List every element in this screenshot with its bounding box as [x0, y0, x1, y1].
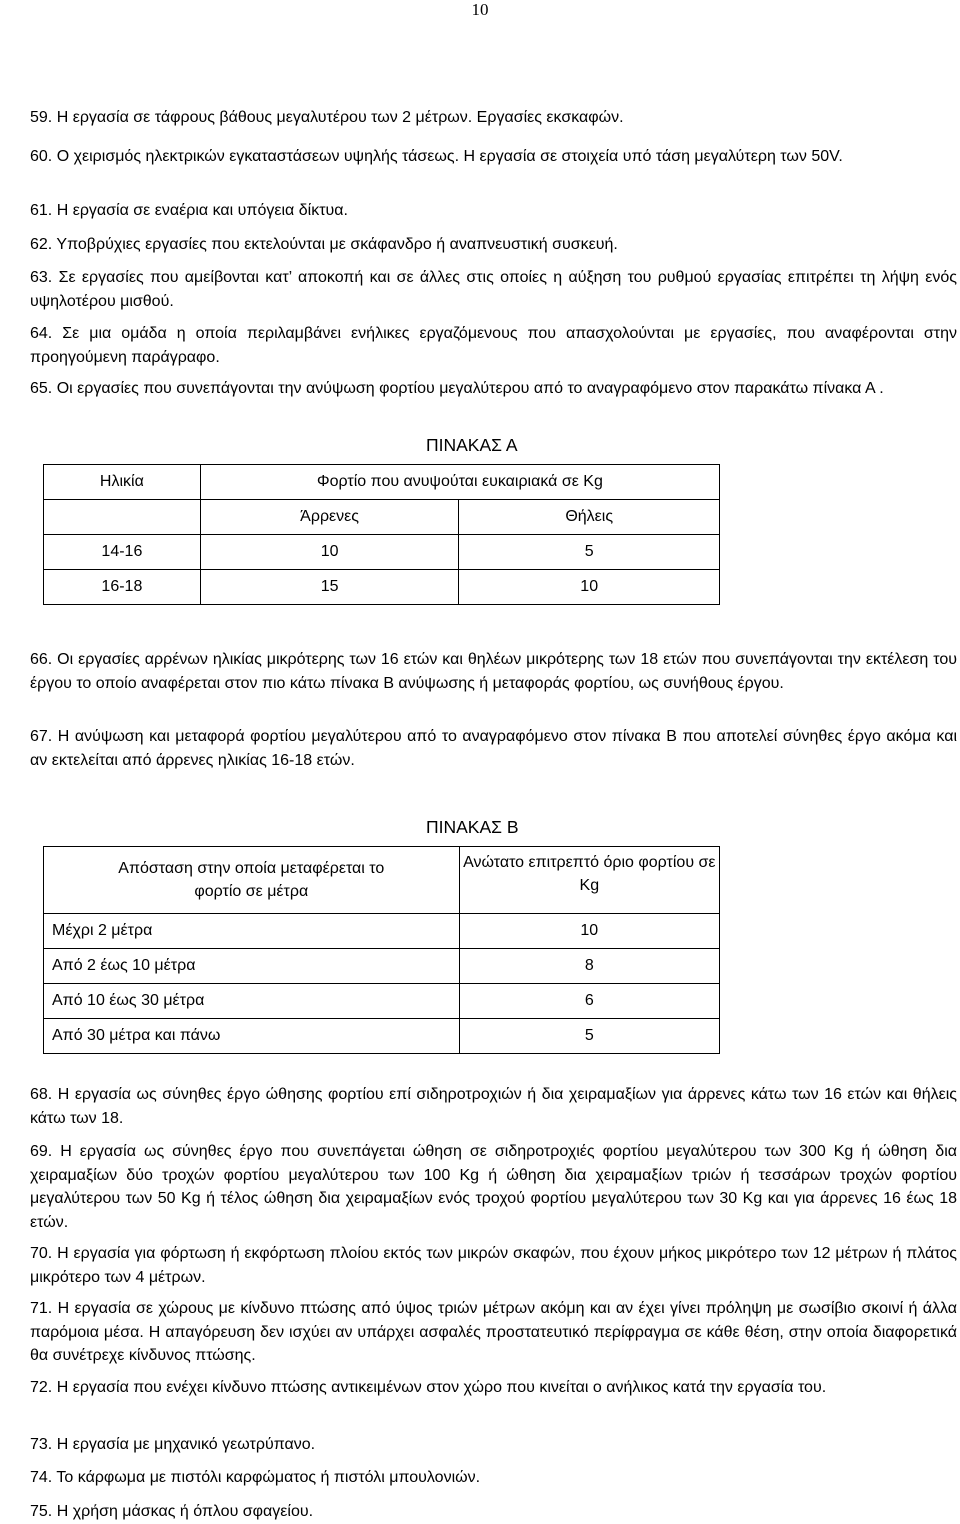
table-a	[43, 464, 720, 605]
list-item: 70. Η εργασία για φόρτωση ή εκφόρτωση πλοίου εκτός των μικρών σκαφών, που έχουν μήκος μικρότερο των 12 μέτρων ή πλάτος μικρότερο των 4 μέτρων.	[30, 1245, 957, 1286]
list-item: 63. Σε εργασίες που αμείβονται κατ’ αποκοπή και σε άλλες στις οποίες η αύξηση του ρυθμού εργασίας επιτρέπει τη λήψη ενός υψηλοτέρου μισθού.	[30, 269, 957, 310]
list-item: 71. Η εργασία σε χώρους με κίνδυνο πτώσης από ύψος τριών μέτρων ακόμη και αν έχει γίνει πρόληψη με σωσίβιο σκοινί ή άλλα παρόμοια μέσα. Η απαγόρευση δεν ισχύει αν υπάρχει ασφαλές προστατευτικό περίφραγμα σε κάθε θέση, στην οποία διαφορετικά θα συνέτρεχε κίνδυνος πτώσης.	[30, 1300, 957, 1364]
table-row	[44, 949, 720, 984]
table-header-row	[44, 465, 720, 500]
table-header-row	[44, 847, 720, 914]
table-row	[44, 914, 720, 949]
list-item: 64. Σε μια ομάδα η οποία περιλαμβάνει ενήλικες εργαζόμενους που απασχολούνται με εργασίες, που αναφέρονται στην προηγούμενη παράγραφο.	[30, 325, 957, 366]
cell-limit: 8	[459, 949, 719, 984]
column-header-load: Φορτίο που ανυψούται ευκαιριακά σε Kg	[200, 465, 719, 500]
column-header-distance	[44, 847, 460, 914]
column-header-distance-text: Απόσταση στην οποία μεταφέρεται το φορτίο σε μέτρα	[118, 860, 385, 900]
list-item: 74. Το κάρφωμα με πιστόλι καρφώματος ή πιστόλι μπουλονιών.	[30, 1469, 481, 1486]
cell-distance: Από 10 έως 30 μέτρα	[44, 984, 460, 1019]
table-row	[44, 984, 720, 1019]
cell-limit: 10	[459, 914, 719, 949]
cell-age: 14-16	[44, 535, 201, 570]
list-item: 60. Ο χειρισμός ηλεκτρικών εγκαταστάσεων υψηλής τάσεως. Η εργασία σε στοιχεία υπό τάση μεγαλύτερη των 50V.	[30, 148, 843, 165]
list-item: 62. Υποβρύχιες εργασίες που εκτελούνται με σκάφανδρο ή αναπνευστική συσκευή.	[30, 236, 618, 253]
cell-limit: 5	[459, 1019, 719, 1054]
table-b-title: ΠΙΝΑΚΑΣ Β	[426, 817, 519, 837]
table-row	[44, 570, 720, 605]
list-item: 67. Η ανύψωση και μεταφορά φορτίου μεγαλύτερου από το αναγραφόμενο στον πίνακα Β που αποτελεί σύνηθες έργο ακόμα και αν εκτελείται από άρρενες ηλικίας 16-18 ετών.	[30, 728, 957, 769]
list-item: 61. Η εργασία σε εναέρια και υπόγεια δίκτυα.	[30, 202, 348, 219]
table-row	[44, 1019, 720, 1054]
list-item: 69. Η εργασία ως σύνηθες έργο που συνεπάγεται ώθηση σε σιδηροτροχιές φορτίου μεγαλύτερου των 300 Kg ή ώθηση δια χειραμαξίων δύο τροχών φορτίου μεγαλύτερου των 100 Kg ή ώθηση δια χειραμαξίων τριών ή τεσσάρων τροχών φορτίου μεγαλύτερου των 50 Kg ή τέλος ώθηση δια χειραμαξίων ενός τροχού φορτίου μεγαλύτερου των 30 Kg και για άρρενες 16 έως 18 ετών.	[30, 1143, 957, 1231]
cell-female: 5	[459, 535, 720, 570]
table-a-title: ΠΙΝΑΚΑΣ Α	[426, 435, 518, 455]
list-item: 68. Η εργασία ως σύνηθες έργο ώθησης φορτίου επί σιδηροτροχιών ή δια χειραμαξίων για άρρενες κάτω των 16 ετών και θήλεις κάτω των 18.	[30, 1086, 957, 1127]
table-b	[43, 846, 720, 1054]
cell-male: 10	[200, 535, 459, 570]
table-row	[44, 535, 720, 570]
cell-distance: Από 30 μέτρα και πάνω	[44, 1019, 460, 1054]
cell-limit: 6	[459, 984, 719, 1019]
column-header-male: Άρρενες	[200, 500, 459, 535]
list-item: 65. Οι εργασίες που συνεπάγονται την ανύψωση φορτίου μεγαλύτερου από το αναγραφόμενο στον παρακάτω πίνακα Α .	[30, 380, 884, 397]
list-item: 66. Οι εργασίες αρρένων ηλικίας μικρότερης των 16 ετών και θηλέων μικρότερης των 18 ετών που συνεπάγονται την εκτέλεση του έργου το οποίο αναφέρεται στον πιο κάτω πίνακα Β ανύψωσης ή μεταφοράς φορτίου, ως συνήθους έργου.	[30, 651, 957, 692]
list-item: 75. Η χρήση μάσκας ή όπλου σφαγείου.	[30, 1503, 314, 1520]
cell-distance: Από 2 έως 10 μέτρα	[44, 949, 460, 984]
table-subheader-row	[44, 500, 720, 535]
list-item: 72. Η εργασία που ενέχει κίνδυνο πτώσης αντικειμένων στον χώρο που κινείται ο ανήλικος κατά την εργασία του.	[30, 1379, 827, 1396]
page-number: 10	[471, 0, 489, 19]
cell-male: 15	[200, 570, 459, 605]
cell-age: 16-18	[44, 570, 201, 605]
column-header-limit: Ανώτατο επιτρεπτό όριο φορτίου σε Kg	[459, 847, 719, 914]
list-item: 73. Η εργασία με μηχανικό γεωτρύπανο.	[30, 1436, 316, 1453]
empty-cell	[44, 500, 201, 535]
column-header-female: Θήλεις	[459, 500, 720, 535]
cell-female: 10	[459, 570, 720, 605]
cell-distance: Μέχρι 2 μέτρα	[44, 914, 460, 949]
list-item: 59. Η εργασία σε τάφρους βάθους μεγαλυτέρου των 2 μέτρων. Εργασίες εκσκαφών.	[30, 109, 624, 126]
column-header-age: Ηλικία	[44, 465, 201, 500]
